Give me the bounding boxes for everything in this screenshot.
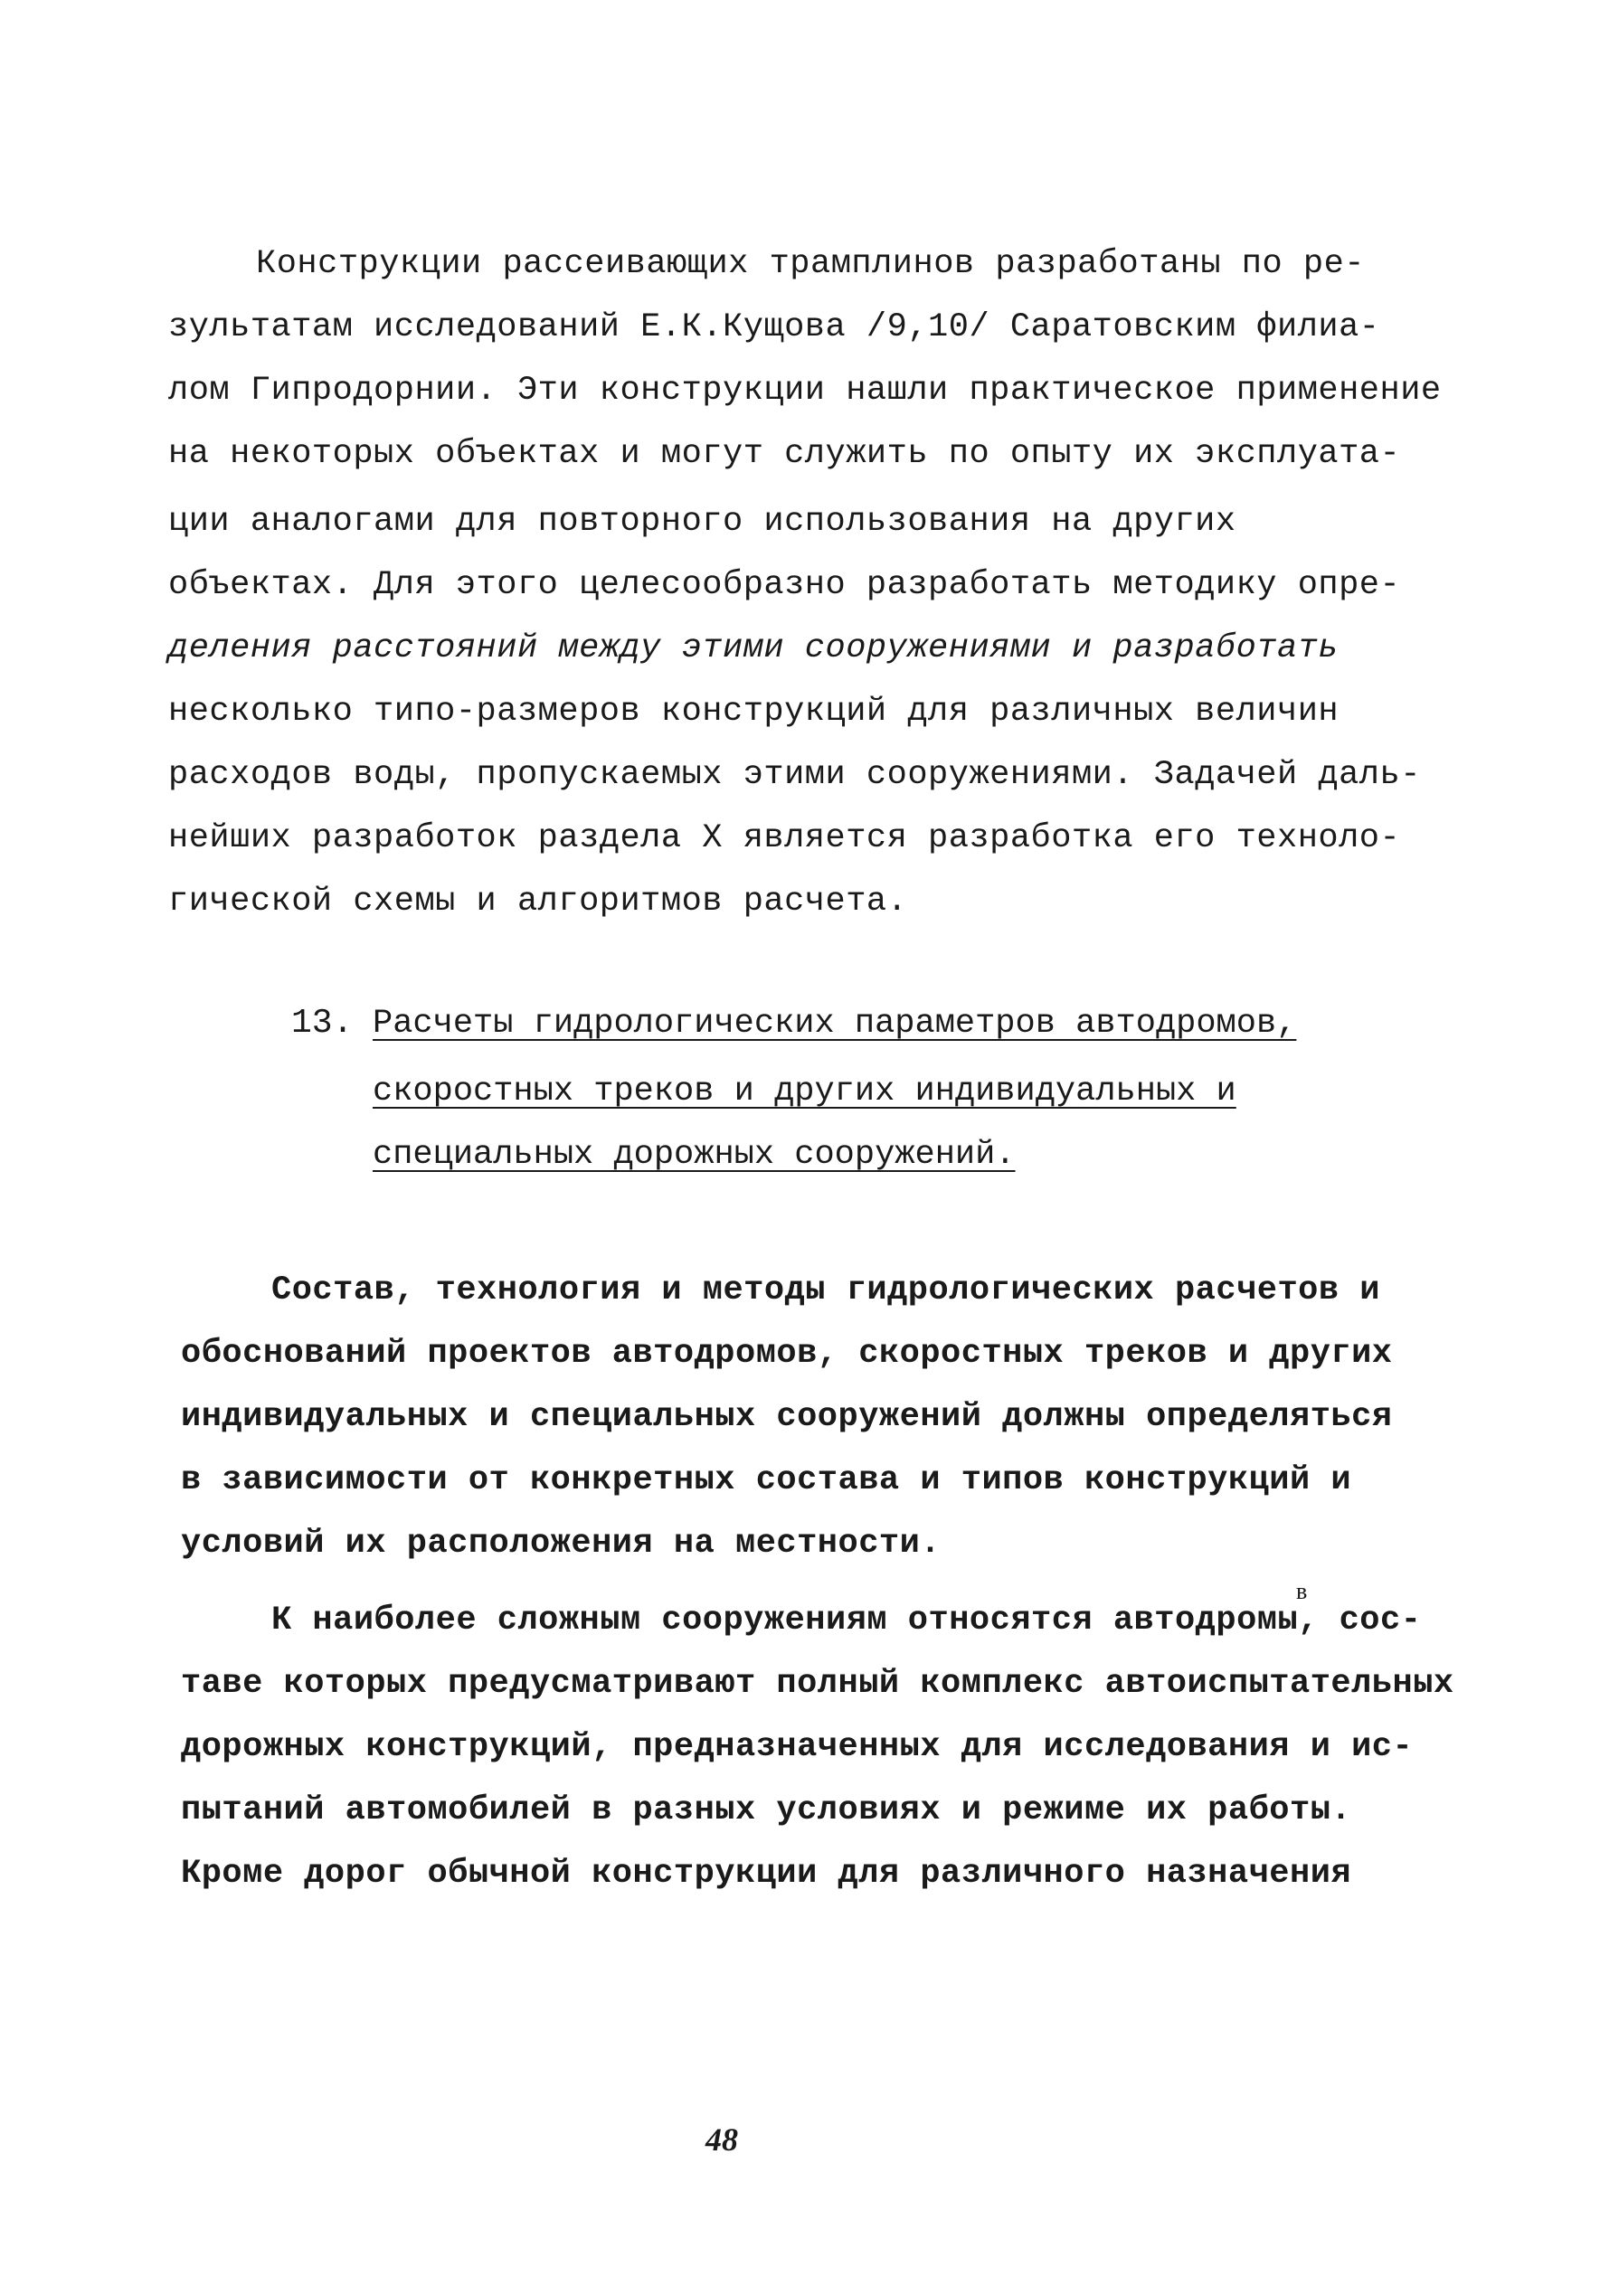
paragraph-line: нейших разработок раздела X является разработка его техноло-: [168, 819, 1401, 857]
paragraph-line: индивидуальных и специальных сооружений должны определяться: [181, 1398, 1393, 1436]
paragraph-line: дорожных конструкций, предназначенных для исследования и ис-: [181, 1728, 1414, 1766]
paragraph-line: расходов воды, пропускаемых этими сооружениями. Задачей даль-: [168, 756, 1421, 794]
paragraph-line: лом Гипродорнии. Эти конструкции нашли практическое применение: [168, 372, 1442, 410]
paragraph-line: зультатам исследований Е.К.Кущова /9,10/ Саратовским филиа-: [168, 308, 1380, 346]
paragraph-line: К наиболее сложным сооружениям относятся автодромы, сос-: [271, 1602, 1422, 1639]
section-title-line: скоростных треков и других индивидуальных и: [373, 1072, 1236, 1110]
paragraph-line: Состав, технология и методы гидрологических расчетов и: [271, 1271, 1380, 1309]
page-number: 48: [705, 2121, 738, 2158]
section-title-line: специальных дорожных сооружений.: [373, 1136, 1016, 1174]
paragraph-line: объектах. Для этого целесообразно разработать методику опре-: [168, 566, 1401, 604]
paragraph-line: условий их расположения на местности.: [181, 1525, 942, 1563]
paragraph-line: таве которых предусматривают полный комплекс автоиспытательных: [181, 1665, 1454, 1703]
paragraph-line: ции аналогами для повторного использования на других: [168, 503, 1236, 541]
handwritten-insertion-mark: в: [1296, 1578, 1308, 1604]
paragraph-line: на некоторых объектах и могут служить по опыту их эксплуата-: [168, 435, 1401, 473]
paragraph-line: Конструкции рассеивающих трамплинов разработаны по ре-: [256, 245, 1365, 283]
paragraph-line: Кроме дорог обычной конструкции для различного назначения: [181, 1855, 1352, 1893]
paragraph-line: гической схемы и алгоритмов расчета.: [168, 883, 908, 921]
paragraph-line: несколько типо-размеров конструкций для различных величин: [168, 693, 1340, 731]
paragraph-line: в зависимости от конкретных состава и типов конструкций и: [181, 1461, 1352, 1499]
paragraph-line: обоснований проектов автодромов, скоростных треков и других: [181, 1335, 1393, 1373]
section-number: 13.: [291, 1004, 354, 1043]
section-title-line: Расчеты гидрологических параметров автодромов,: [373, 1005, 1297, 1043]
paragraph-line: деления расстояний между этими сооружениями и разработать: [168, 629, 1340, 667]
paragraph-line: пытаний автомобилей в разных условиях и режиме их работы.: [181, 1791, 1352, 1829]
